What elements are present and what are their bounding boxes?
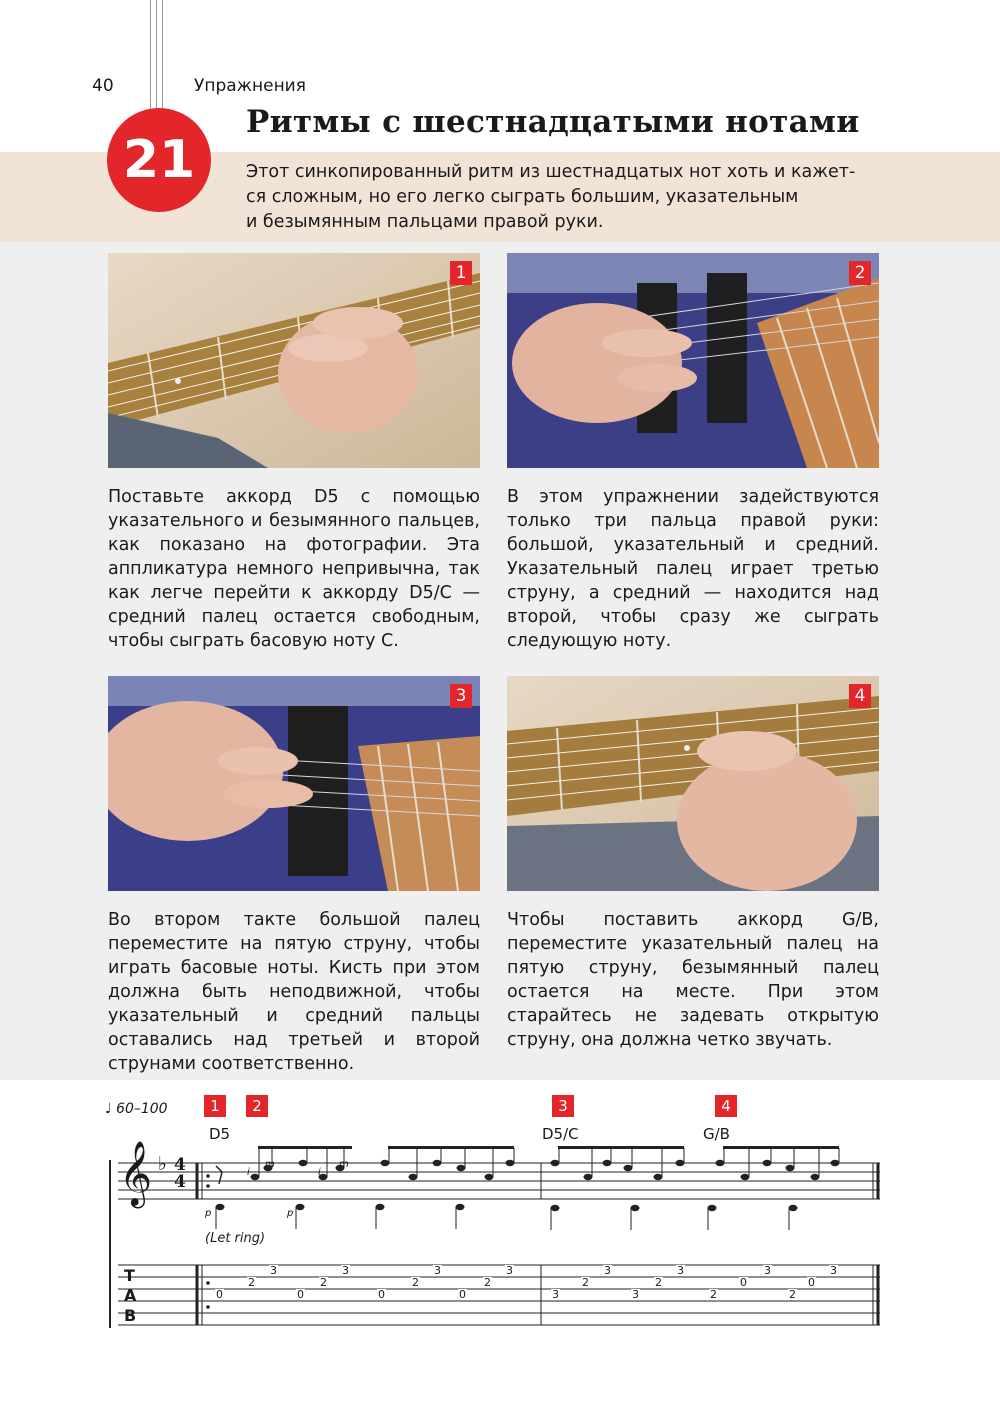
note-head [584,1174,593,1180]
intro-line: и безымянным пальцами правой руки. [246,212,604,232]
note-head [654,1174,663,1180]
note-head [506,1160,515,1166]
treble-clef-icon: 𝄞 [119,1141,153,1206]
lower-voice-notes [216,1204,798,1230]
page-number: 40 [92,76,114,96]
tab-number: 3 [632,1288,639,1301]
note-head [624,1165,633,1171]
tab-letter: A [124,1286,137,1305]
tab-number: 2 [789,1288,796,1301]
photo-4-image [507,676,879,891]
photo-badge: 2 [849,261,871,285]
photo-4 [507,676,879,891]
notation-marker-1: 1 [204,1095,226,1117]
fingering-p: p [205,1208,212,1219]
tab-number: 2 [320,1276,327,1289]
paragraph-3: Во втором такте большой палец переместите на пятую струну, чтобы играть басовые ноты. Кисть при этом должна быть неподвижной, чтобы указательный и средний пальцы оставались над третьей и второй струнами соответственно. [108,910,480,1074]
tab-number: 2 [582,1276,589,1289]
let-ring-instruction: (Let ring) [205,1231,266,1246]
tab-number: 3 [270,1264,277,1277]
bass-note-head [708,1205,717,1211]
chord-label: D5 [209,1125,231,1143]
fingering-m: m [339,1159,349,1170]
bass-note-head [456,1204,465,1210]
chord-label: G/B [703,1125,730,1143]
fingering-i: i [318,1167,321,1178]
tab-number: 3 [764,1264,771,1277]
bass-note-head [376,1204,385,1210]
tab-number: 3 [342,1264,349,1277]
note-head [676,1160,685,1166]
note-head [716,1160,725,1166]
note-head [433,1160,442,1166]
photo-3-image [108,676,480,891]
photo-2-image [507,253,879,468]
note-head [811,1174,820,1180]
chord-label: D5/C [542,1125,579,1143]
tab-letter: T [124,1266,135,1285]
paragraph-4: Чтобы поставить аккорд G/B, переместите указательный палец на пятую струну, безымянный палец остается на месте. При этом старайтесь не задевать открытую струну, она должна четко звучать. [507,910,879,1050]
paragraph-1: Поставьте аккорд D5 с помощью указательного и безымянного пальцев, как показано на фотографии. Эта аппликатура немного непривычна, так как легче перейти к аккорду D5/C — средний палец остается свободным, чтобы сыграть басовую ноту C. [108,487,480,651]
notation-marker-3: 3 [552,1095,574,1117]
bass-note-head [551,1205,560,1211]
note-head [251,1174,260,1180]
tab-number: 2 [710,1288,717,1301]
note-head [457,1165,466,1171]
photo-badge: 1 [450,261,472,285]
photo-badge: 3 [450,684,472,708]
bass-note-head [296,1204,305,1210]
section-title: Упражнения [194,76,306,96]
lesson-number-badge: 21 [107,108,211,212]
time-signature-top: 4 [174,1155,186,1175]
tab-number: 0 [378,1288,385,1301]
tab-number: 3 [830,1264,837,1277]
tab-number: 3 [506,1264,513,1277]
tab-number: 0 [216,1288,223,1301]
note-head [603,1160,612,1166]
notation-marker-4: 4 [715,1095,737,1117]
fingering-i: i [247,1167,250,1178]
beam [388,1146,514,1149]
note-head [741,1174,750,1180]
staff-lines [118,1163,880,1199]
time-signature-bottom: 4 [174,1172,186,1192]
tab-number: 0 [297,1288,304,1301]
note-head [381,1160,390,1166]
tab-number: 3 [552,1288,559,1301]
note-head [763,1160,772,1166]
time-signature [174,1157,186,1191]
lesson-title: Ритмы с шестнадцатыми нотами [246,104,860,140]
tab-number: 0 [459,1288,466,1301]
tab-number: 0 [808,1276,815,1289]
photo-2 [507,253,879,468]
tab-number: 3 [434,1264,441,1277]
bass-note-head [789,1205,798,1211]
photo-badge: 4 [849,684,871,708]
tab-clef [124,1266,136,1326]
tempo-marking: ♩ 60–100 [105,1101,168,1117]
photo-1 [108,253,480,468]
intro-line: ся сложным, но его легко сыграть большим, указательным [246,187,799,207]
tab-number: 2 [655,1276,662,1289]
note-head [831,1160,840,1166]
note-head [409,1174,418,1180]
bass-note-head [216,1204,225,1210]
fingering-m: m [265,1159,275,1170]
note-head [485,1174,494,1180]
tab-letter: B [124,1306,137,1325]
tab-number: 0 [740,1276,747,1289]
note-head [786,1165,795,1171]
lesson-intro [246,160,856,235]
intro-line: Этот синкопированный ритм из шестнадцатых нот хоть и кажет- [246,162,856,182]
beam [305,1146,352,1149]
notation-marker-2: 2 [246,1095,268,1117]
key-signature-flat-icon: ♭ [158,1153,167,1175]
tab-number: 2 [484,1276,491,1289]
fingering-p: p [287,1208,294,1219]
photo-1-image [108,253,480,468]
note-head [551,1160,560,1166]
beam [558,1146,684,1149]
tab-number: 2 [248,1276,255,1289]
note-head [299,1160,308,1166]
tab-number: 2 [412,1276,419,1289]
bass-note-head [631,1205,640,1211]
tab-number: 3 [677,1264,684,1277]
tab-number: 3 [604,1264,611,1277]
staff-and-tab [0,1080,1000,1419]
photo-3 [108,676,480,891]
paragraph-2: В этом упражнении задействуются только три пальца правой руки: большой, указательный и средний. Указательный палец играет третью струну, а средний — находится над второй, чтобы сразу же сыграть следующую ноту. [507,487,879,651]
beam [723,1146,839,1149]
